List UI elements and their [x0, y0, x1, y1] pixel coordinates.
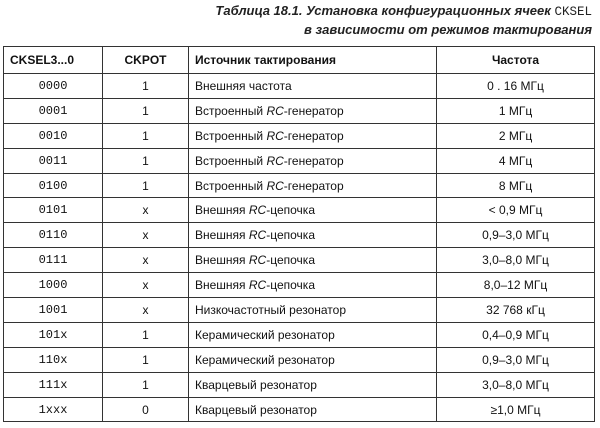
caption-line-1 [172, 2, 592, 21]
table-row [4, 223, 595, 248]
cell-cksel: 0000 [4, 74, 103, 99]
cell-ckpot: 1 [103, 322, 189, 347]
cell-cksel: 0100 [4, 173, 103, 198]
header-ckpot: CKPOT [103, 47, 189, 74]
cell-ckpot: 1 [103, 74, 189, 99]
cell-frequency: 0,4–0,9 МГц [437, 322, 595, 347]
cell-source: Внешняя RC-цепочка [189, 223, 437, 248]
cell-cksel: 1000 [4, 273, 103, 298]
cell-frequency: 32 768 кГц [437, 298, 595, 323]
cell-frequency: ≥1,0 МГц [437, 397, 595, 422]
table-row [4, 248, 595, 273]
cell-ckpot: 1 [103, 98, 189, 123]
cell-ckpot: 0 [103, 397, 189, 422]
cell-frequency: 8,0–12 МГц [437, 273, 595, 298]
table-row [4, 74, 595, 99]
cell-frequency: 3,0–8,0 МГц [437, 372, 595, 397]
cell-ckpot: 1 [103, 372, 189, 397]
cell-ckpot: 1 [103, 347, 189, 372]
cell-source: Кварцевый резонатор [189, 372, 437, 397]
table-row [4, 273, 595, 298]
table-row [4, 397, 595, 422]
caption-title: Таблица 18.1. Установка конфигурационных ячеек [215, 3, 555, 18]
cell-source: Встроенный RC-генератор [189, 148, 437, 173]
cell-ckpot: x [103, 273, 189, 298]
table-row [4, 347, 595, 372]
cell-cksel: 0010 [4, 123, 103, 148]
cell-frequency: 8 МГц [437, 173, 595, 198]
caption-code: CKSEL [554, 5, 592, 19]
cell-frequency: 2 МГц [437, 123, 595, 148]
cell-ckpot: x [103, 298, 189, 323]
cell-source: Внешняя RC-цепочка [189, 273, 437, 298]
cell-cksel: 1xxx [4, 397, 103, 422]
cell-frequency: 3,0–8,0 МГц [437, 248, 595, 273]
header-source: Источник тактирования [189, 47, 437, 74]
caption-line-2: в зависимости от режимов тактирования [304, 22, 592, 37]
cell-cksel: 1001 [4, 298, 103, 323]
cell-cksel: 0110 [4, 223, 103, 248]
table-row [4, 173, 595, 198]
header-frequency: Частота [437, 47, 595, 74]
cksel-table [3, 46, 595, 422]
header-cksel: CKSEL3...0 [4, 47, 103, 74]
cell-frequency: < 0,9 МГц [437, 198, 595, 223]
cell-source: Керамический резонатор [189, 347, 437, 372]
cell-source: Встроенный RC-генератор [189, 98, 437, 123]
cell-source: Встроенный RC-генератор [189, 173, 437, 198]
cell-ckpot: x [103, 223, 189, 248]
cell-cksel: 101x [4, 322, 103, 347]
table-row [4, 372, 595, 397]
cell-frequency: 0 . 16 МГц [437, 74, 595, 99]
table-row [4, 148, 595, 173]
table-body [4, 74, 595, 422]
cell-source: Внешняя частота [189, 74, 437, 99]
cell-ckpot: 1 [103, 173, 189, 198]
cell-cksel: 111x [4, 372, 103, 397]
cell-cksel: 110x [4, 347, 103, 372]
cell-frequency: 0,9–3,0 МГц [437, 347, 595, 372]
cell-frequency: 0,9–3,0 МГц [437, 223, 595, 248]
cell-frequency: 1 МГц [437, 98, 595, 123]
cell-source: Кварцевый резонатор [189, 397, 437, 422]
table-row [4, 123, 595, 148]
cell-cksel: 0011 [4, 148, 103, 173]
cell-source: Внешняя RC-цепочка [189, 198, 437, 223]
cell-cksel: 0111 [4, 248, 103, 273]
cell-ckpot: x [103, 248, 189, 273]
cell-frequency: 4 МГц [437, 148, 595, 173]
cell-ckpot: 1 [103, 123, 189, 148]
table-header-row [4, 47, 595, 74]
table-row [4, 198, 595, 223]
cell-source: Низкочастотный резонатор [189, 298, 437, 323]
table-caption [172, 2, 592, 38]
table-row [4, 98, 595, 123]
cell-ckpot: 1 [103, 148, 189, 173]
cell-source: Встроенный RC-генератор [189, 123, 437, 148]
cell-source: Керамический резонатор [189, 322, 437, 347]
cell-source: Внешняя RC-цепочка [189, 248, 437, 273]
cell-ckpot: x [103, 198, 189, 223]
cell-cksel: 0101 [4, 198, 103, 223]
cell-cksel: 0001 [4, 98, 103, 123]
table-row [4, 298, 595, 323]
table-row [4, 322, 595, 347]
